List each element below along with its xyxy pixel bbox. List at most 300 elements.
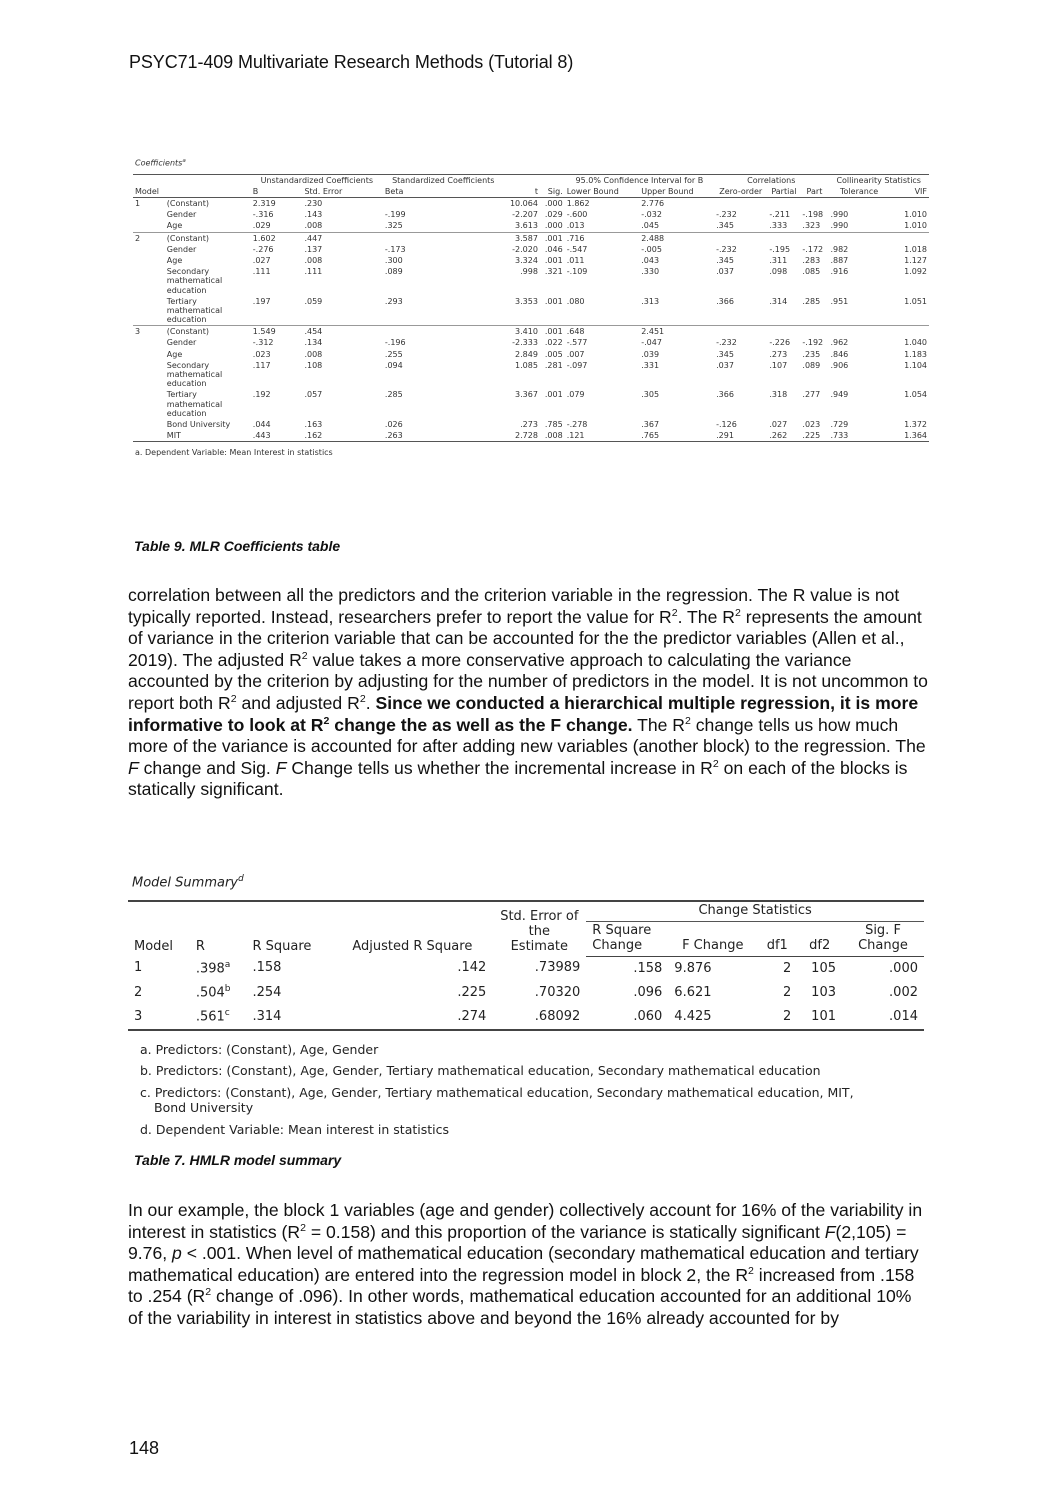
ms-note-c-line1: c. Predictors: (Constant), Age, Gender, Tertiary mathematical education, Secondary mathematical education, MIT, <box>140 1085 854 1101</box>
coefficients-note: a. Dependent Variable: Mean Interest in statistics <box>135 448 333 458</box>
cell-zero: .345 <box>716 255 734 265</box>
cell-sig: .001 <box>544 390 563 400</box>
header-collinearity: Collinearity Statistics <box>828 174 929 186</box>
ms-cell-fc: 6.621 <box>674 984 712 1000</box>
cell-beta: .285 <box>384 390 403 400</box>
model-summary-row <box>128 981 924 1005</box>
cell-t: -2.020 <box>512 244 538 254</box>
ms-note-d: d. Dependent Variable: Mean interest in statistics <box>140 1122 450 1138</box>
cell-model <box>133 220 165 232</box>
header-beta: Beta <box>383 186 504 198</box>
coefficients-row <box>133 255 929 266</box>
cell-t: 3.324 <box>515 255 538 265</box>
cell-partial: .311 <box>769 255 788 265</box>
cell-lower: -.600 <box>566 210 588 220</box>
cell-se: .163 <box>304 419 323 429</box>
cell-b: .197 <box>252 296 271 306</box>
ms-header-df1: df1 <box>757 922 797 957</box>
cell-partial: .333 <box>769 221 788 231</box>
coefficients-table-container <box>133 158 929 457</box>
model-summary-row <box>128 957 924 981</box>
ms-note-b: b. Predictors: (Constant), Age, Gender, Tertiary mathematical education, Secondary mathematical education <box>140 1063 821 1079</box>
caption-coefficients: Table 9. MLR Coefficients table <box>134 538 341 554</box>
cell-zero: -.126 <box>716 419 737 429</box>
cell-upper: .045 <box>641 221 660 231</box>
cell-zero <box>714 198 767 210</box>
cell-upper: .765 <box>639 430 714 442</box>
ms-cell-df1: 2 <box>757 1005 797 1030</box>
ms-cell-r <box>190 981 247 1005</box>
ms-cell-df2: 101 <box>797 1005 842 1030</box>
cell-model <box>133 296 165 326</box>
cell-se: .137 <box>304 244 323 254</box>
cell-partial: .098 <box>769 267 788 277</box>
cell-beta: -.199 <box>384 210 406 220</box>
ms-header-df2: df2 <box>797 922 842 957</box>
cell-partial <box>767 326 800 338</box>
cell-beta: -.173 <box>384 244 406 254</box>
paragraph-r-square: correlation between all the predictors and the criterion variable in the regression. The R value is not typically reported. Instead, researchers prefer to report the value for $R^2$. The $R^2$ represents the amount of variance in the criterion variable that can be accounted for the the predictor variables (Allen et al., 2019). The adjusted $R^2$ value takes a more conservative approach to calculating the variance accounted by the criterion by adjusting for the number of predictors in the model. It is not uncommon to report both $R^2$ and adjusted $R^2$. Since we conducted a hierarchical multiple regression, it is more informative to look at $R^2$ change the as well as the F change. The $R^2$ change tells us how much more of the variance is accounted for after adding new variables (another block) to the regression. The F change and Sig. F Change tells us whether the incremental increase in $R^2$ on each of the blocks is statically significant. <box>128 585 928 800</box>
cell-part: .285 <box>802 296 821 306</box>
cell-lower: -.109 <box>566 267 588 277</box>
cell-sig: .281 <box>544 360 563 370</box>
ms-r-footnote: c <box>224 1008 230 1019</box>
header-lower-bound: Lower Bound <box>565 186 640 198</box>
model-summary-table <box>128 900 924 1031</box>
ms-cell-df1: 2 <box>783 984 792 1000</box>
cell-partial: .027 <box>769 419 788 429</box>
cell-vif: 1.127 <box>904 255 927 265</box>
cell-upper: .043 <box>641 255 660 265</box>
cell-model <box>133 360 165 390</box>
cell-vif: 1.104 <box>904 360 927 370</box>
header-vif: VIF <box>890 186 929 198</box>
header-std-error: Std. Error <box>302 186 382 198</box>
cell-partial: .318 <box>769 390 788 400</box>
cell-upper: 2.776 <box>641 199 665 209</box>
cell-part: -.172 <box>802 244 824 254</box>
coefficients-row <box>133 389 929 419</box>
cell-vif: 1.051 <box>904 296 927 306</box>
cell-sig: .001 <box>540 326 565 338</box>
cell-tol: .990 <box>830 210 849 220</box>
cell-predictor: Tertiary mathematical education <box>166 390 223 418</box>
ms-header-f-change: F Change <box>668 922 757 957</box>
coefficients-title-text: Coefficients <box>135 158 183 168</box>
cell-b: .443 <box>251 430 303 442</box>
cell-se: .008 <box>304 221 323 231</box>
cell-b: 2.319 <box>252 199 276 209</box>
coefficients-row <box>133 337 929 348</box>
cell-t: .998 <box>520 267 538 277</box>
header-unstandardized: Unstandardized Coefficients <box>251 174 383 186</box>
header-zero-order: Zero-order <box>714 186 767 198</box>
coefficients-row <box>133 232 929 244</box>
cell-beta: .089 <box>384 267 403 277</box>
cell-zero: .366 <box>716 390 734 400</box>
cell-upper: .331 <box>641 360 660 370</box>
cell-upper: 2.488 <box>639 232 714 244</box>
cell-zero: .291 <box>714 430 767 442</box>
coefficients-row <box>133 198 929 210</box>
cell-b: .023 <box>252 349 271 359</box>
cell-sig: .000 <box>544 199 563 209</box>
cell-zero: -.232 <box>716 338 737 348</box>
cell-model <box>133 209 165 220</box>
cell-part: -.192 <box>802 338 824 348</box>
cell-vif: 1.010 <box>904 210 927 220</box>
cell-sig: .001 <box>544 255 563 265</box>
cell-lower: .648 <box>565 326 640 338</box>
cell-upper: .367 <box>641 419 660 429</box>
header-model: Model <box>133 186 165 198</box>
cell-beta <box>383 198 504 210</box>
cell-predictor: (Constant) <box>165 326 251 338</box>
ms-cell-model: 3 <box>128 1005 190 1030</box>
cell-upper: .039 <box>641 349 660 359</box>
cell-part: .277 <box>802 390 821 400</box>
cell-t: 10.064 <box>509 199 538 209</box>
ms-header-sig-f-change: Sig. F Change <box>842 922 924 957</box>
cell-t: 3.587 <box>504 232 540 244</box>
ms-cell-r <box>190 1005 247 1030</box>
ms-header-r-square: R Square <box>246 901 332 956</box>
cell-t: 1.085 <box>515 360 538 370</box>
ms-cell-rsc: .096 <box>633 984 663 1000</box>
coefficients-row <box>133 220 929 232</box>
cell-upper: 2.451 <box>639 326 714 338</box>
ms-note-a: a. Predictors: (Constant), Age, Gender <box>140 1042 379 1058</box>
cell-se: .447 <box>302 232 382 244</box>
cell-se: .108 <box>304 360 323 370</box>
cell-beta: .325 <box>384 221 403 231</box>
cell-beta: .300 <box>384 255 403 265</box>
cell-se: .059 <box>304 296 323 306</box>
cell-sig: .029 <box>544 210 563 220</box>
cell-tol: .949 <box>830 390 849 400</box>
coefficients-row <box>133 209 929 220</box>
ms-r-footnote: b <box>224 983 231 994</box>
cell-part <box>800 326 828 338</box>
coefficients-row <box>133 360 929 390</box>
cell-model <box>133 337 165 348</box>
cell-se: .230 <box>304 199 323 209</box>
cell-beta: .293 <box>384 296 403 306</box>
cell-lower: .007 <box>566 349 585 359</box>
cell-lower: .013 <box>566 221 585 231</box>
cell-lower: -.577 <box>566 338 588 348</box>
ms-note-c-line2: Bond University <box>154 1100 254 1116</box>
cell-predictor: Gender <box>166 338 197 348</box>
cell-beta: .255 <box>384 349 403 359</box>
cell-vif: 1.054 <box>904 390 927 400</box>
ms-r-value: .561 <box>195 1009 225 1025</box>
cell-upper: -.047 <box>641 338 662 348</box>
ms-r-value: .398 <box>195 960 225 976</box>
cell-se: .134 <box>304 338 323 348</box>
coefficients-row <box>133 266 929 296</box>
cell-partial <box>767 232 800 244</box>
coefficients-row <box>133 296 929 326</box>
cell-se: .143 <box>304 210 323 220</box>
cell-vif <box>890 326 929 338</box>
cell-part <box>800 232 828 244</box>
ms-header-r-square-change: R Square Change <box>586 922 668 957</box>
cell-b: 1.549 <box>251 326 303 338</box>
cell-partial: -.226 <box>769 338 791 348</box>
cell-zero: -.232 <box>716 210 737 220</box>
cell-b: .027 <box>252 255 271 265</box>
cell-b: -.316 <box>252 210 274 220</box>
cell-vif <box>890 198 929 210</box>
cell-b: .111 <box>252 267 271 277</box>
cell-tol: .951 <box>830 296 849 306</box>
cell-zero: .037 <box>716 267 734 277</box>
cell-sig: .008 <box>540 430 565 442</box>
cell-b: .192 <box>252 390 271 400</box>
cell-partial: .262 <box>767 430 800 442</box>
ms-note-c <box>140 1085 924 1115</box>
cell-model <box>133 430 165 442</box>
ms-cell-sig: .014 <box>842 1005 924 1030</box>
cell-b: .029 <box>252 221 271 231</box>
cell-part: .235 <box>802 349 821 359</box>
cell-predictor: Age <box>166 255 183 265</box>
cell-tol <box>828 326 889 338</box>
cell-t: 3.613 <box>515 221 538 231</box>
cell-upper: -.032 <box>641 210 662 220</box>
cell-part: .085 <box>802 267 821 277</box>
header-b: B <box>251 186 303 198</box>
model-summary-container <box>128 874 924 1140</box>
cell-predictor: (Constant) <box>166 199 210 209</box>
cell-model <box>133 349 165 360</box>
cell-beta: .094 <box>384 360 403 370</box>
cell-b: 1.602 <box>251 232 303 244</box>
coefficients-row <box>133 419 929 430</box>
ms-header-adj-r-square: Adjusted R Square <box>332 901 492 956</box>
cell-lower: 1.862 <box>566 199 590 209</box>
header-tolerance: Tolerance <box>828 186 889 198</box>
ms-cell-sig: .002 <box>889 984 918 1000</box>
cell-predictor: MIT <box>165 430 251 442</box>
cell-beta: .026 <box>384 419 403 429</box>
cell-t: 2.728 <box>504 430 540 442</box>
cell-sig: .001 <box>540 232 565 244</box>
cell-part: -.198 <box>802 210 824 220</box>
ms-cell-adj: .225 <box>457 984 487 1000</box>
cell-sig: .000 <box>544 221 563 231</box>
cell-predictor: Secondary mathematical education <box>166 267 223 295</box>
cell-zero: .366 <box>716 296 734 306</box>
cell-b: .044 <box>252 419 271 429</box>
ms-cell-se: .68092 <box>492 1005 586 1030</box>
coefficients-row <box>133 326 929 338</box>
cell-se: .008 <box>304 349 323 359</box>
header-standardized: Standardized Coefficients <box>383 174 504 186</box>
cell-model <box>133 244 165 255</box>
ms-cell-model: 2 <box>134 984 143 1000</box>
cell-tol: .916 <box>830 267 849 277</box>
cell-partial: .107 <box>769 360 788 370</box>
caption-model-summary: Table 7. HMLR model summary <box>134 1152 342 1168</box>
cell-part: .023 <box>802 419 821 429</box>
running-head: PSYC71-409 Multivariate Research Methods (Tutorial 8) <box>129 52 574 72</box>
header-correlations: Correlations <box>714 174 828 186</box>
page-number: 148 <box>129 1438 160 1458</box>
coefficients-row <box>133 430 929 442</box>
cell-lower: -.547 <box>566 244 588 254</box>
cell-predictor: Bond University <box>166 419 231 429</box>
ms-header-std-error: Std. Error of the Estimate <box>492 901 586 956</box>
ms-cell-adj: .274 <box>332 1005 492 1030</box>
cell-zero <box>714 326 767 338</box>
cell-part: .089 <box>802 360 821 370</box>
cell-lower: .716 <box>565 232 640 244</box>
coefficients-title-sup: a <box>182 158 186 164</box>
cell-part: .283 <box>802 255 821 265</box>
cell-t: -2.333 <box>512 338 538 348</box>
ms-r-value: .504 <box>195 985 225 1001</box>
ms-cell-se: .70320 <box>534 984 581 1000</box>
cell-se: .111 <box>304 267 323 277</box>
cell-zero: .037 <box>716 360 734 370</box>
cell-predictor: Tertiary mathematical education <box>166 296 223 325</box>
cell-sig: .005 <box>544 349 563 359</box>
cell-vif: 1.372 <box>904 419 927 429</box>
cell-tol: .846 <box>830 349 849 359</box>
cell-partial <box>767 198 800 210</box>
cell-t: 2.849 <box>515 349 538 359</box>
header-partial: Partial <box>767 186 800 198</box>
ms-cell-r_square: .314 <box>246 1005 332 1030</box>
ms-header-r: R <box>190 901 247 956</box>
cell-upper: .330 <box>641 267 660 277</box>
cell-zero <box>714 232 767 244</box>
ms-cell-sig: .000 <box>889 960 918 976</box>
coefficients-row <box>133 349 929 360</box>
cell-tol: .962 <box>830 338 849 348</box>
coefficients-body <box>133 198 929 442</box>
cell-tol: .990 <box>830 221 849 231</box>
cell-tol: .982 <box>830 244 849 254</box>
ms-cell-adj: .142 <box>457 960 487 976</box>
cell-sig: .022 <box>544 338 563 348</box>
cell-b: -.276 <box>252 244 274 254</box>
cell-predictor: Gender <box>166 244 197 254</box>
cell-se: .057 <box>304 390 323 400</box>
cell-model <box>133 419 165 430</box>
cell-vif: 1.364 <box>890 430 929 442</box>
cell-sig: .785 <box>544 419 563 429</box>
coefficients-row <box>133 244 929 255</box>
ms-cell-df1: 2 <box>783 960 792 976</box>
cell-partial: .314 <box>769 296 788 306</box>
cell-t: .273 <box>520 419 538 429</box>
ms-cell-r_square: .158 <box>252 960 282 976</box>
cell-b: .117 <box>252 360 271 370</box>
cell-zero: .345 <box>716 221 734 231</box>
cell-lower: -.278 <box>566 419 588 429</box>
cell-part: .323 <box>802 221 821 231</box>
cell-zero: -.232 <box>716 244 737 254</box>
cell-t: 3.367 <box>515 390 538 400</box>
cell-sig: .046 <box>544 244 563 254</box>
cell-t: 3.353 <box>515 296 538 306</box>
ms-cell-model: 1 <box>134 960 143 976</box>
cell-t: -2.207 <box>512 210 538 220</box>
cell-zero: .345 <box>716 349 734 359</box>
cell-sig: .321 <box>544 267 563 277</box>
cell-lower: -.097 <box>566 360 588 370</box>
cell-vif: 1.010 <box>904 221 927 231</box>
ms-cell-rsc: .060 <box>586 1005 668 1030</box>
coefficients-title <box>135 158 929 168</box>
cell-se: .008 <box>304 255 323 265</box>
cell-t: 3.410 <box>504 326 540 338</box>
cell-part: .225 <box>800 430 828 442</box>
cell-part <box>800 198 828 210</box>
cell-predictor: Age <box>166 349 183 359</box>
cell-tol: .906 <box>830 360 849 370</box>
cell-sig: .001 <box>544 296 563 306</box>
ms-header-model: Model <box>128 901 190 956</box>
cell-lower: .121 <box>565 430 640 442</box>
model-summary-title <box>132 874 924 890</box>
model-summary-notes <box>140 1039 924 1140</box>
cell-tol <box>828 232 889 244</box>
header-part: Part <box>800 186 828 198</box>
ms-cell-fc: 4.425 <box>668 1005 757 1030</box>
ms-cell-se: .73989 <box>534 960 581 976</box>
cell-model <box>133 255 165 266</box>
cell-beta <box>383 326 504 338</box>
ms-cell-df2: 103 <box>811 984 836 1000</box>
cell-model <box>133 389 165 419</box>
ms-cell-rsc: .158 <box>633 960 663 976</box>
model-summary-title-sup: d <box>238 874 244 884</box>
header-sig: Sig. <box>540 186 565 198</box>
cell-tol <box>828 198 889 210</box>
cell-predictor: Age <box>166 221 183 231</box>
header-upper-bound: Upper Bound <box>639 186 714 198</box>
cell-vif: 1.018 <box>904 244 927 254</box>
ms-header-change-statistics: Change Statistics <box>586 901 924 921</box>
model-summary-row <box>128 1005 924 1030</box>
cell-se: .454 <box>302 326 382 338</box>
cell-tol: .887 <box>830 255 849 265</box>
header-t: t <box>504 186 540 198</box>
cell-partial: .273 <box>769 349 788 359</box>
header-ci: 95.0% Confidence Interval for B <box>565 174 714 186</box>
paragraph-block-results: In our example, the block 1 variables (age and gender) collectively account for 16% of the variability in interest in statistics $(R^2 = 0.158)$ and this proportion of the variance is statically significant F(2,105) = 9.76, p < .001. When level of mathematical education (secondary mathematical education and tertiary mathematical education) are entered into the regression model in block 2, the $R^2$ increased from .158 to .254 ($R^2$ change of .096). In other words, mathematical education accounted for an additional 10% of the variability in interest in statistics above and beyond the 16% already accounted for by <box>128 1200 923 1328</box>
cell-beta <box>383 232 504 244</box>
cell-lower: .079 <box>566 390 585 400</box>
ms-cell-r_square: .254 <box>252 984 282 1000</box>
ms-cell-r <box>190 957 247 981</box>
coefficients-table <box>133 174 929 443</box>
cell-b: -.312 <box>252 338 274 348</box>
cell-predictor: (Constant) <box>165 232 251 244</box>
cell-model: 1 <box>135 199 141 209</box>
cell-upper: -.005 <box>641 244 662 254</box>
cell-model: 3 <box>133 326 165 338</box>
cell-lower: .011 <box>566 255 585 265</box>
cell-beta: -.196 <box>384 338 406 348</box>
model-summary-title-text: Model Summary <box>132 875 238 891</box>
cell-vif <box>890 232 929 244</box>
cell-tol: .733 <box>828 430 889 442</box>
